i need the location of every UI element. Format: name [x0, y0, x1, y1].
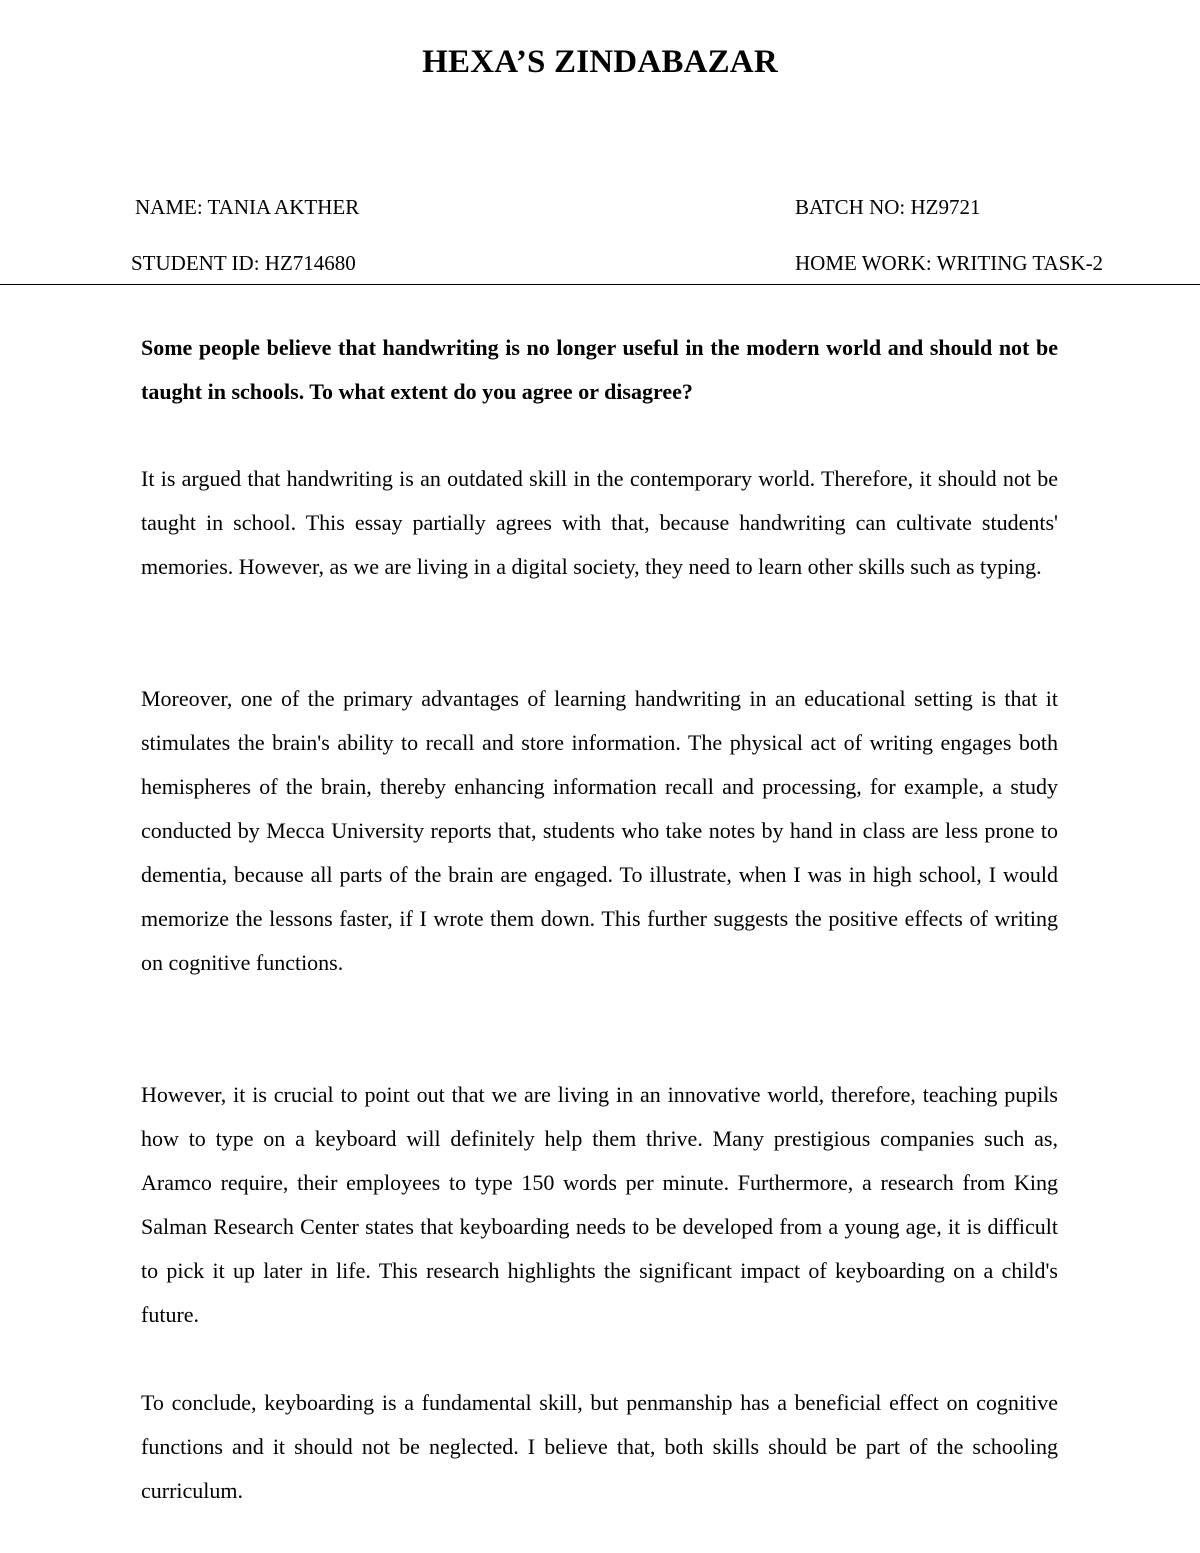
homework-label: HOME WORK: WRITING TASK-2 — [795, 251, 1104, 275]
student-id: STUDENT ID: HZ714680 — [131, 251, 356, 275]
batch-number: BATCH NO: HZ9721 — [795, 195, 981, 219]
document-title: HEXA’S ZINDABAZAR — [422, 44, 778, 80]
essay-paragraph-conclusion: To conclude, keyboarding is a fundamental skill, but penmanship has a beneficial effect on cognitive functions and it should not be neglected. I believe that, both skills should be part of the schooling curriculum. — [141, 1390, 1058, 1503]
header-divider — [0, 284, 1200, 285]
essay-paragraph-body-1: Moreover, one of the primary advantages of learning handwriting in an educational setting is that it stimulates the brain's ability to recall and store information. The physical act of writing engages both hemispheres of the brain, thereby enhancing information recall and processing, for example, a study conducted by Mecca University reports that, students who take notes by hand in class are less prone to dementia, because all parts of the brain are engaged. To illustrate, when I was in high school, I would memorize the lessons faster, if I wrote them down. This further suggests the positive effects of writing on cognitive functions. — [141, 686, 1058, 975]
essay-paragraph-introduction: It is argued that handwriting is an outdated skill in the contemporary world. Therefore, it should not be taught in school. This essay partially agrees with that, because handwriting can cultivate students' memories. However, as we are living in a digital society, they need to learn other skills such as typing. — [141, 466, 1058, 579]
essay-question: Some people believe that handwriting is no longer useful in the modern world and should not be taught in schools. To what extent do you agree or disagree? — [141, 335, 1058, 404]
essay-paragraph-body-2: However, it is crucial to point out that we are living in an innovative world, therefore, teaching pupils how to type on a keyboard will definitely help them thrive. Many prestigious companies such as, Aramco require, their employees to type 150 words per minute. Furthermore, a research from King Salman Research Center states that keyboarding needs to be developed from a young age, it is difficult to pick it up later in life. This research highlights the significant impact of keyboarding on a child's future. — [141, 1082, 1058, 1327]
student-name: NAME: TANIA AKTHER — [135, 195, 360, 219]
